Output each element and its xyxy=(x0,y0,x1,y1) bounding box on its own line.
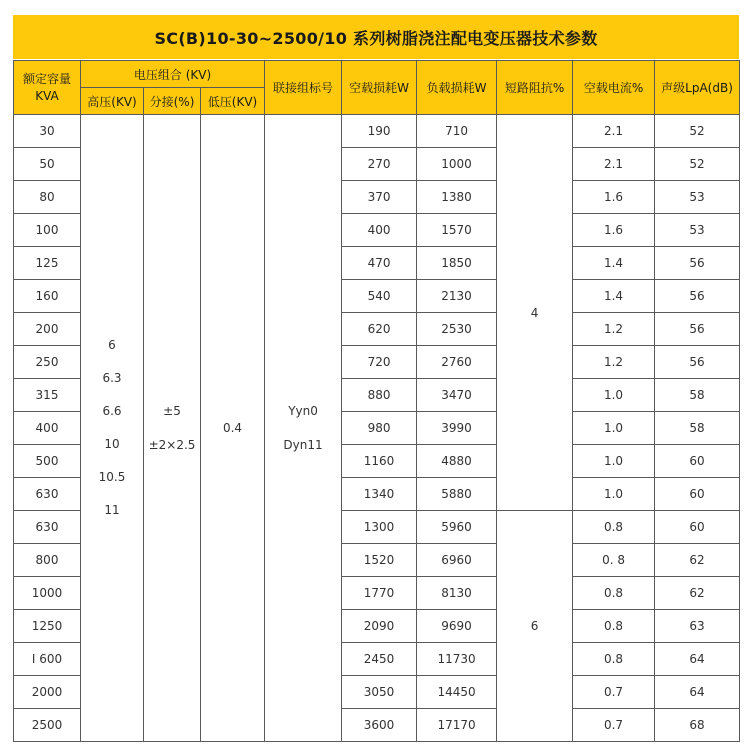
capacity-cell: 160 xyxy=(14,280,81,313)
capacity-cell: 250 xyxy=(14,346,81,379)
no-load-current-cell: 0.8 xyxy=(573,577,655,610)
load-loss-cell: 3990 xyxy=(417,412,497,445)
no-load-current-cell: 2.1 xyxy=(573,115,655,148)
load-loss-cell: 1380 xyxy=(417,181,497,214)
no-load-current-cell: 0.8 xyxy=(573,511,655,544)
load-loss-cell: 6960 xyxy=(417,544,497,577)
capacity-cell: 200 xyxy=(14,313,81,346)
capacity-cell: 400 xyxy=(14,412,81,445)
no-load-current-cell: 1.2 xyxy=(573,313,655,346)
no-load-current-cell: 0.8 xyxy=(573,643,655,676)
no-load-current-cell: 2.1 xyxy=(573,148,655,181)
no-load-current-cell: 0.8 xyxy=(573,610,655,643)
noise-cell: 52 xyxy=(655,148,740,181)
load-loss-cell: 2760 xyxy=(417,346,497,379)
noise-cell: 56 xyxy=(655,346,740,379)
no-load-current-cell: 1.4 xyxy=(573,247,655,280)
load-loss-cell: 1570 xyxy=(417,214,497,247)
no-load-loss-cell: 470 xyxy=(342,247,417,280)
header-no-load-loss: 空载损耗W xyxy=(342,61,417,115)
no-load-current-cell: 1.4 xyxy=(573,280,655,313)
no-load-current-cell: 0.7 xyxy=(573,709,655,742)
no-load-loss-cell: 1300 xyxy=(342,511,417,544)
no-load-loss-cell: 400 xyxy=(342,214,417,247)
hv-value: 6.3 xyxy=(102,371,122,385)
capacity-cell: 100 xyxy=(14,214,81,247)
table-row xyxy=(14,115,740,148)
noise-cell: 64 xyxy=(655,676,740,709)
load-loss-cell: 1850 xyxy=(417,247,497,280)
noise-cell: 58 xyxy=(655,379,740,412)
impedance-cell: 6 xyxy=(497,511,573,742)
noise-cell: 68 xyxy=(655,709,740,742)
noise-cell: 53 xyxy=(655,214,740,247)
header-load-loss: 负载损耗W xyxy=(417,61,497,115)
header-capacity: 额定容量 KVA xyxy=(14,61,81,115)
noise-cell: 62 xyxy=(655,577,740,610)
capacity-cell: 2500 xyxy=(14,709,81,742)
no-load-loss-cell: 1160 xyxy=(342,445,417,478)
no-load-current-cell: 1.0 xyxy=(573,412,655,445)
no-load-loss-cell: 3600 xyxy=(342,709,417,742)
capacity-cell: 2000 xyxy=(14,676,81,709)
hv-value: 6 xyxy=(108,338,116,352)
no-load-loss-cell: 1770 xyxy=(342,577,417,610)
load-loss-cell: 5960 xyxy=(417,511,497,544)
load-loss-cell: 1000 xyxy=(417,148,497,181)
no-load-current-cell: 0. 8 xyxy=(573,544,655,577)
no-load-loss-cell: 1520 xyxy=(342,544,417,577)
lv-value-cell: 0.4 xyxy=(201,115,265,742)
noise-cell: 56 xyxy=(655,313,740,346)
capacity-cell: 125 xyxy=(14,247,81,280)
load-loss-cell: 2130 xyxy=(417,280,497,313)
header-noise: 声级LpA(dB) xyxy=(655,61,740,115)
load-loss-cell: 17170 xyxy=(417,709,497,742)
no-load-loss-cell: 620 xyxy=(342,313,417,346)
no-load-loss-cell: 980 xyxy=(342,412,417,445)
noise-cell: 64 xyxy=(655,643,740,676)
header-hv: 高压(KV) xyxy=(81,88,144,115)
header-lv: 低压(KV) xyxy=(201,88,265,115)
noise-cell: 60 xyxy=(655,445,740,478)
no-load-loss-cell: 370 xyxy=(342,181,417,214)
no-load-loss-cell: 190 xyxy=(342,115,417,148)
capacity-cell: 50 xyxy=(14,148,81,181)
no-load-loss-cell: 3050 xyxy=(342,676,417,709)
header-voltage-group: 电压组合 (KV) xyxy=(81,61,265,88)
capacity-cell: 1250 xyxy=(14,610,81,643)
tap-value: ±5 xyxy=(163,404,181,418)
load-loss-cell: 710 xyxy=(417,115,497,148)
capacity-cell: 630 xyxy=(14,478,81,511)
no-load-current-cell: 1.0 xyxy=(573,445,655,478)
hv-values-cell xyxy=(81,115,144,742)
hv-value: 6.6 xyxy=(102,404,122,418)
hv-value: 10 xyxy=(104,437,120,451)
load-loss-cell: 11730 xyxy=(417,643,497,676)
no-load-current-cell: 1.2 xyxy=(573,346,655,379)
capacity-cell: 30 xyxy=(14,115,81,148)
noise-cell: 63 xyxy=(655,610,740,643)
capacity-cell: 1000 xyxy=(14,577,81,610)
vector-value: Dyn11 xyxy=(283,438,323,452)
capacity-cell: 80 xyxy=(14,181,81,214)
load-loss-cell: 4880 xyxy=(417,445,497,478)
impedance-cell: 4 xyxy=(497,115,573,511)
noise-cell: 56 xyxy=(655,247,740,280)
page-title: SC(B)10-30~2500/10 系列树脂浇注配电变压器技术参数 xyxy=(13,15,739,59)
no-load-loss-cell: 720 xyxy=(342,346,417,379)
no-load-loss-cell: 270 xyxy=(342,148,417,181)
noise-cell: 62 xyxy=(655,544,740,577)
noise-cell: 53 xyxy=(655,181,740,214)
noise-cell: 58 xyxy=(655,412,740,445)
noise-cell: 60 xyxy=(655,511,740,544)
noise-cell: 60 xyxy=(655,478,740,511)
capacity-cell: 315 xyxy=(14,379,81,412)
load-loss-cell: 8130 xyxy=(417,577,497,610)
hv-value: 11 xyxy=(104,503,120,517)
no-load-current-cell: 1.0 xyxy=(573,379,655,412)
no-load-loss-cell: 2090 xyxy=(342,610,417,643)
tap-values-cell xyxy=(144,115,201,742)
noise-cell: 56 xyxy=(655,280,740,313)
header-impedance: 短路阻抗% xyxy=(497,61,573,115)
capacity-cell: 500 xyxy=(14,445,81,478)
header-no-load-current: 空载电流% xyxy=(573,61,655,115)
no-load-current-cell: 1.6 xyxy=(573,214,655,247)
load-loss-cell: 5880 xyxy=(417,478,497,511)
noise-cell: 52 xyxy=(655,115,740,148)
no-load-current-cell: 0.7 xyxy=(573,676,655,709)
no-load-loss-cell: 880 xyxy=(342,379,417,412)
load-loss-cell: 3470 xyxy=(417,379,497,412)
capacity-cell: I 600 xyxy=(14,643,81,676)
header-row-1 xyxy=(14,61,740,88)
capacity-cell: 630 xyxy=(14,511,81,544)
vector-group-cell xyxy=(265,115,342,742)
load-loss-cell: 14450 xyxy=(417,676,497,709)
header-tap: 分接(%) xyxy=(144,88,201,115)
no-load-loss-cell: 2450 xyxy=(342,643,417,676)
hv-value: 10.5 xyxy=(98,470,126,484)
vector-value: Yyn0 xyxy=(288,404,318,418)
capacity-cell: 800 xyxy=(14,544,81,577)
no-load-loss-cell: 1340 xyxy=(342,478,417,511)
header-vector-group: 联接组标号 xyxy=(265,61,342,115)
tap-value: ±2×2.5 xyxy=(148,438,196,452)
no-load-loss-cell: 540 xyxy=(342,280,417,313)
spec-table xyxy=(13,60,740,742)
load-loss-cell: 2530 xyxy=(417,313,497,346)
load-loss-cell: 9690 xyxy=(417,610,497,643)
no-load-current-cell: 1.6 xyxy=(573,181,655,214)
no-load-current-cell: 1.0 xyxy=(573,478,655,511)
